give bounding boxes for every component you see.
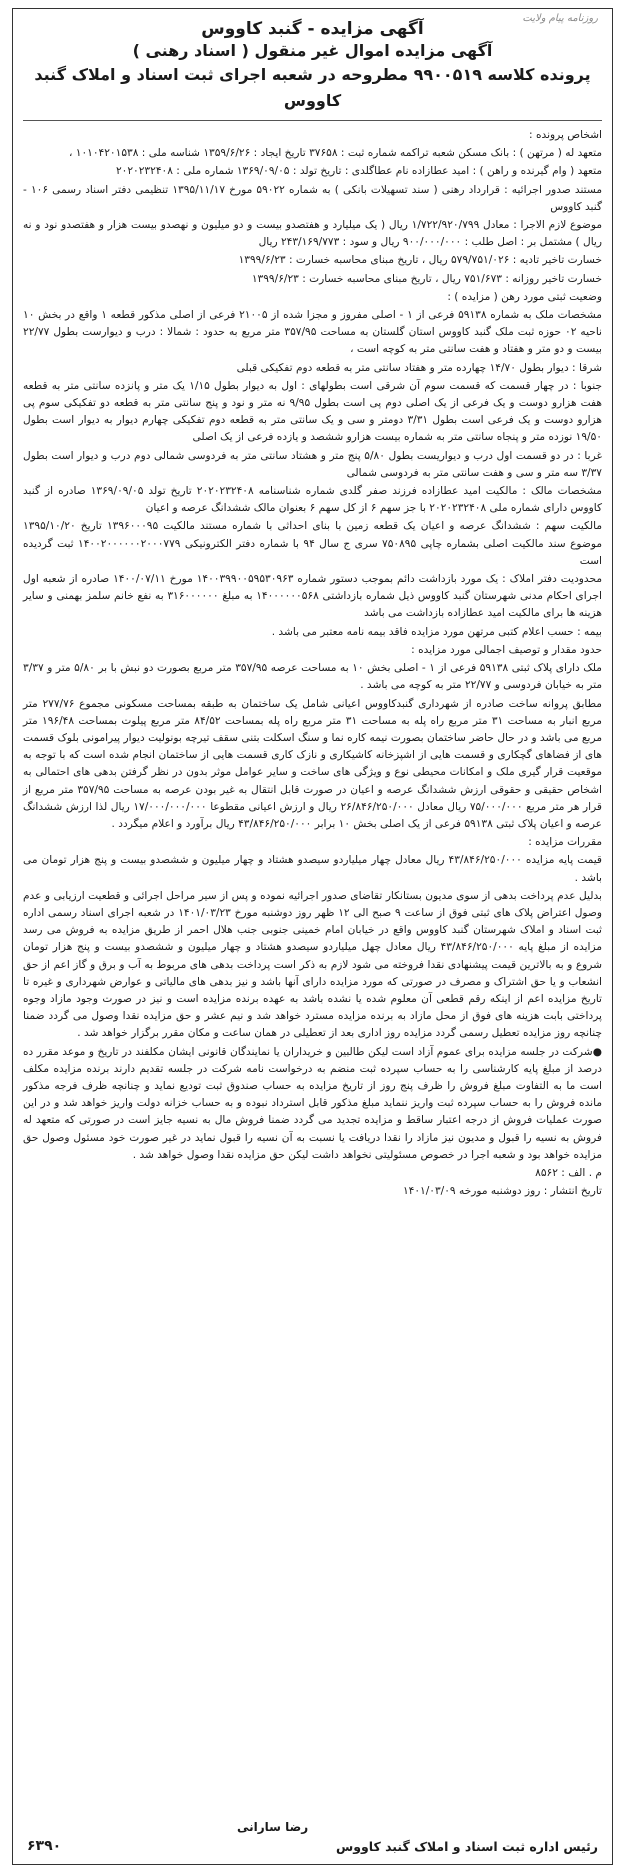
newspaper-stamp: روزنامه پیام ولایت xyxy=(522,13,598,24)
paragraph: قیمت پایه مزایده ۴۳/۸۴۶/۲۵۰/۰۰۰ ریال معادل چهار میلیاردو سیصدو هشتاد و چهار میلیون و ششصدو بیست و پنج هزار تومان می باشد . xyxy=(23,854,603,884)
signature-block xyxy=(27,1820,598,1854)
paragraph: متعهد ( وام گیرنده و راهن ) : امید عطازاده نام عطاگلدی : تاریخ تولد : ۱۳۶۹/۰۹/۰۵ شماره ملی : ۲۰۲۰۲۳۲۴۰۸ xyxy=(115,165,602,178)
paragraph: موضوع لازم الاجرا : معادل ۱/۷۲۲/۹۲۰/۷۹۹ ریال ( یک میلیارد و هفتصدو بیست و دو میلیون و نهصدو بیست هزار و هفتصدو نود و نه ریال ) مشتمل بر : اصل طلب : ۹۰۰/۰۰۰/۰۰۰ ریال و سود : ۲۴۳/۱۶۹/۷۷۳ ریال xyxy=(23,219,602,249)
paragraph: مقررات مزایده : xyxy=(528,836,602,849)
case-title: پرونده کلاسه ۹۹۰۰۵۱۹ مطروحه در شعبه اجرای ثبت اسناد و املاک گنبد کاووس xyxy=(34,65,591,110)
advertisement-sheet xyxy=(12,8,613,1865)
paragraph: خسارت تاخیر روزانه : ۷۵۱/۶۷۳ ریال ، تاریخ مبنای محاسبه خسارت : ۱۳۹۹/۶/۲۳ xyxy=(251,272,602,285)
paragraph: بیمه : حسب اعلام کتبی مرتهن مورد مزایده فاقد بیمه نامه معتبر می باشد . xyxy=(271,625,602,638)
signer-title: رئیس اداره ثبت اسناد و املاک گنبد کاووس xyxy=(335,1839,598,1854)
paragraph: مشخصات ملک به شماره ۵۹۱۳۸ فرعی از ۱ - اصلی مفروز و مجزا شده از ۲۱۰۰۵ فرعی از اصلی مذکور قطعه ۱ واقع در بخش ۱۰ ناحیه ۰۲ حوزه ثبت ملک گنبد کاووس استان گلستان به مساحت ۳۵۷/۹۵ متر مربع به حدود : شمالا : درب و دیوارست بطول ۲۲/۷۷ بیست و دو متر و هفتاد و هفت سانتی متر به کوچه است ، xyxy=(23,309,602,356)
paragraph: اشخاص پرونده : xyxy=(529,129,602,141)
paragraph: شرقا : دیوار بطول ۱۴/۷۰ چهارده متر و هفتاد سانتی متر به قطعه دوم تفکیکی قبلی xyxy=(236,361,602,374)
signer-name: رضا سارانی xyxy=(237,1820,309,1834)
paragraph: ●شرکت در جلسه مزایده برای عموم آزاد است لیکن طالبین و خریداران یا نمایندگان قانونی ایشان مکلفند در تاریخ و موعد مقرر ده درصد از مبلغ پایه کارشناسی را به حساب سپرده ثبت منضم به درخواست نامه شرکت در جلسه تقدیم دارند برنده مزایده مکلف است ما به التفاوت مبلغ فروش را ظرف پنج روز از تاریخ مزایده به حساب صندوق ثبت تودیع نماید و چنانچه ظرف فرجه مذکور مانده فروش را به حساب سپرده ثبت واریز ننماید مبلغ مذکور قابل استرداد نبوده و به حساب خزانه دولت واریز خواهد شد و در این صورت عملیات فروش از درجه اعتبار ساقط و مزایده تجدید می گردد ضمنا فروش مال به نسیه جایز است در صورتی که متعهد له فروش به نسیه را قبول و مدیون نیز مازاد را نقدا دریافت یا نسبت به آن نسیه را قبول نماید در غیر صورت خود مسئول وصول حق مزایده خواهد بود و شعبه اجرا در خصوص مسئولیتی نخواهد داشت لیکن حق مزایده نقدا وصول خواهد شد . xyxy=(23,1045,602,1161)
ad-title: آگهی مزایده - گنبد کاووس xyxy=(201,19,424,39)
ad-code: ۶۳۹۰ xyxy=(27,1838,62,1854)
paragraph: محدودیت دفتر املاک : یک مورد بازداشت دائم بموجب دستور شماره ۱۴۰۰۳۹۹۰۰۵۹۵۳۰۹۶۳ مورخ ۱۴۰۰/۰۷/۱۱ صادره از شعبه اول اجرای احکام مدنی شهرستان گنبد کاووس ذیل شماره بازداشتی ۱۴۰۰۰۰۰۰۵۶۸ به مبلغ ۳۱۶۰۰۰۰۰۰ به نفع خانم سلمز بهمنی و سایر هزینه ها برای مالکیت امید عطازاده بازداشت می باشد xyxy=(23,573,602,620)
paragraph: مستند صدور اجرائیه : قرارداد رهنی ( سند تسهیلات بانکی ) به شماره ۵۹۰۲۲ مورخ ۱۳۹۵/۱۱/۱۷ تنظیمی دفتر اسناد رسمی ۱۰۶ - گنبد کاووس xyxy=(23,183,602,213)
paragraph: م . الف : ۸۵۶۲ xyxy=(535,1166,602,1179)
paragraph: مالکیت سهم : ششدانگ عرصه و اعیان یک قطعه زمین با بنای احداثی با شماره مستند مالکیت ۱۳۹۶۰۰۰۹۵ تاریخ ۱۳۹۵/۱۰/۲۰ موضوع سند مالکیت اصلی بشماره چاپی ۷۵۰۸۹۵ سری ج سال ۹۴ با شماره دفتر الکترونیکی ۱۴۰۰۲۰۰۰۰۰۰۲۰۰۰۷۷۹ ثبت گردیده است xyxy=(23,520,603,567)
paragraph: بدلیل عدم پرداخت بدهی از سوی مدیون بستانکار تقاضای صدور اجرائیه نموده و پس از سیر مراحل اجرائی و قطعیت ارزیابی و عدم وصول اعتراض پلاک های ثبتی فوق از ساعت ۹ صبح الی ۱۲ ظهر روز دوشنبه مورخ ۱۴۰۱/۰۳/۲۳ در شعبه اجرای اسناد رسمی اداره ثبت اسناد و املاک شهرستان گنبد کاووس واقع در خیابان امام خمینی جنوبی جنب هلال احمر از طریق مزایده به فروش می رسد مزایده از مبلغ پایه ۴۳/۸۴۶/۲۵۰/۰۰۰ ریال معادل چهل میلیاردو سیصدو هشتاد و چهار میلیون و ششصدو بیست و پنج هزار تومان شروع و به بالاترین قیمت پیشنهادی نقدا فروخته می شود لازم به ذکر است پرداخت بدهی های مربوط به آب و برق و گاز اعم از حق انشعاب و یا حق اشتراک و مصرف در صورتی که مورد مزایده دارای آنها باشد و نیز بدهی های مالیاتی و عوارض شهرداری و غیره تا تاریخ مزایده اعم از اینکه رقم قطعی آن معلوم شده یا نشده باشد به عهده برنده مزایده است و نیز در صورت وجود مازاد وجوه پرداختی بابت هزینه های فوق از محل مازاد به برنده مزایده مسترد خواهد شد و نیم عشر و حق مزایده نقدا وصول می گردد ضمنا چنانچه روز مزایده تعطیل رسمی گردد مزایده روز اداری بعد از تعطیلی در همان ساعت و مکان مقرر برگزار خواهد شد . xyxy=(23,889,603,1040)
header-divider xyxy=(23,120,602,121)
paragraph: جنوبا : در چهار قسمت که قسمت سوم آن شرقی است بطولهای : اول به دیوار بطول ۱/۱۵ یک متر و پانزده سانتی متر به قطعه هفت هزارو دوست و یک فرعی از یک اصلی دوم پی است بطول ۹/۹۵ نه متر و نود و پنج سانتی متر به قطعه دو تفکیکی سوم پی هزارو دوست و یک فرعی است بطول ۳/۳۱ دومتر و سی و یک سانتی متر به قطعه دوم تفکیکی چهارم دیوار به دیوار است بطول ۱۹/۵۰ نوزده متر و پنجاه سانتی متر به شماره بیست هزارو ششصد و یازده فرعی از یک اصلی xyxy=(23,379,602,444)
paragraph: خسارت تاخیر تادیه : ۵۷۹/۷۵۱/۰۲۶ ریال ، تاریخ مبنای محاسبه خسارت : ۱۳۹۹/۶/۲۳ xyxy=(238,254,602,267)
paragraph: حدود مقدار و توصیف اجمالی مورد مزایده : xyxy=(411,643,602,656)
ad-subtitle: آگهی مزایده اموال غیر منقول ( اسناد رهنی ) xyxy=(132,41,493,60)
paragraph: ملک دارای پلاک ثبتی ۵۹۱۳۸ فرعی از ۱ - اصلی بخش ۱۰ به مساحت عرصه ۳۵۷/۹۵ متر مربع بصورت دو نبش با بر ۵/۸۰ متر و ۳/۳۷ متر به خیابان فردوسی و ۲۲/۷۷ متر به کوچه می باشد . xyxy=(23,662,602,692)
paragraph: غربا : در دو قسمت اول درب و دیواریست بطول ۵/۸۰ پنج متر و هشتاد سانتی متر به فردوسی شمالی دوم درب و دیوار است بطول ۳/۳۷ سه متر و سی و هفت سانتی متر به فردوسی شمالی xyxy=(23,449,602,479)
paragraph: متعهد له ( مرتهن ) : بانک مسکن شعبه تراکمه شماره ثبت : ۳۷۶۵۸ تاریخ ایجاد : ۱۳۵۹/۶/۲۶ شناسه ملی : ۱۰۱۰۴۲۰۱۵۳۸ ، xyxy=(69,147,602,160)
paragraph: مطابق پروانه ساخت صادره از شهرداری گنبدکاووس اعیانی شامل یک ساختمان به طبقه بمساحت مسکونی مجموع ۲۷۷/۷۶ متر مربع انبار به مساحت ۳۱ متر مربع راه پله به مساحت ۳۱ متر مربع راه پله بمساحت ۸۴/۵۲ متر مربع پیلوت بمساحت ۱۹۶/۴۸ متر مربع می باشد و در حال حاضر ساختمان بصورت نیمه کاره نما و سنگ اسکلت بتنی سقف تیرچه بونولیت دیوار پیرامونی بلوک قسمت های از فضاهای گچکاری و قسمت هایی از اشپزخانه کاشیکاری و نازک کاری قسمت هایی از ساختمان انجام شده است که با توجه به موقعیت قرار گیری ملک و امکانات محیطی نوع و ویژگی های ساخت و سایر عوامل موثر بدون در نظر گرفتن بدهی های احتمالی به اشخاص حقیقی و حقوقی ارزش ششدانگ عرصه و اعیان در صورت قابل انتقال به غیر بودن عرصه به مساحت ۳۵۷/۹۵ متر مربع از قرار هر متر مربع ۷۵/۰۰۰/۰۰۰ ریال معادل ۲۶/۸۴۶/۲۵۰/۰۰۰ ریال و ارزش اعیانی مقطوعا ۱۷/۰۰۰/۰۰۰/۰۰۰ ریال لذا ارزش ششدانگ عرصه و اعیان پلاک ثبتی ۵۹۱۳۸ فرعی از یک اصلی بخش ۱۰ برابر ۴۳/۸۴۶/۲۵۰/۰۰۰ ریال برآورد و اعلام میگردد . xyxy=(23,697,602,830)
ad-body xyxy=(23,127,602,1200)
paragraph: تاریخ انتشار : روز دوشنبه مورخه ۱۴۰۱/۰۳/۰۹ xyxy=(402,1185,602,1198)
paragraph: مشخصات مالک : مالکیت امید عطازاده فرزند صفر گلدی شماره شناسنامه ۲۰۲۰۲۳۲۴۰۸ تاریخ تولد ۱۳۶۹/۰۹/۰۵ صادره از گنبد کاووس دارای شماره ملی ۲۰۲۰۲۳۲۴۰۸ با جز سهم ۶ از کل سهم ۶ بعنوان مالک ششدانگ عرصه و اعیان xyxy=(23,485,602,515)
paragraph: وضعیت ثبتی مورد رهن ( مزایده ) : xyxy=(447,290,602,303)
